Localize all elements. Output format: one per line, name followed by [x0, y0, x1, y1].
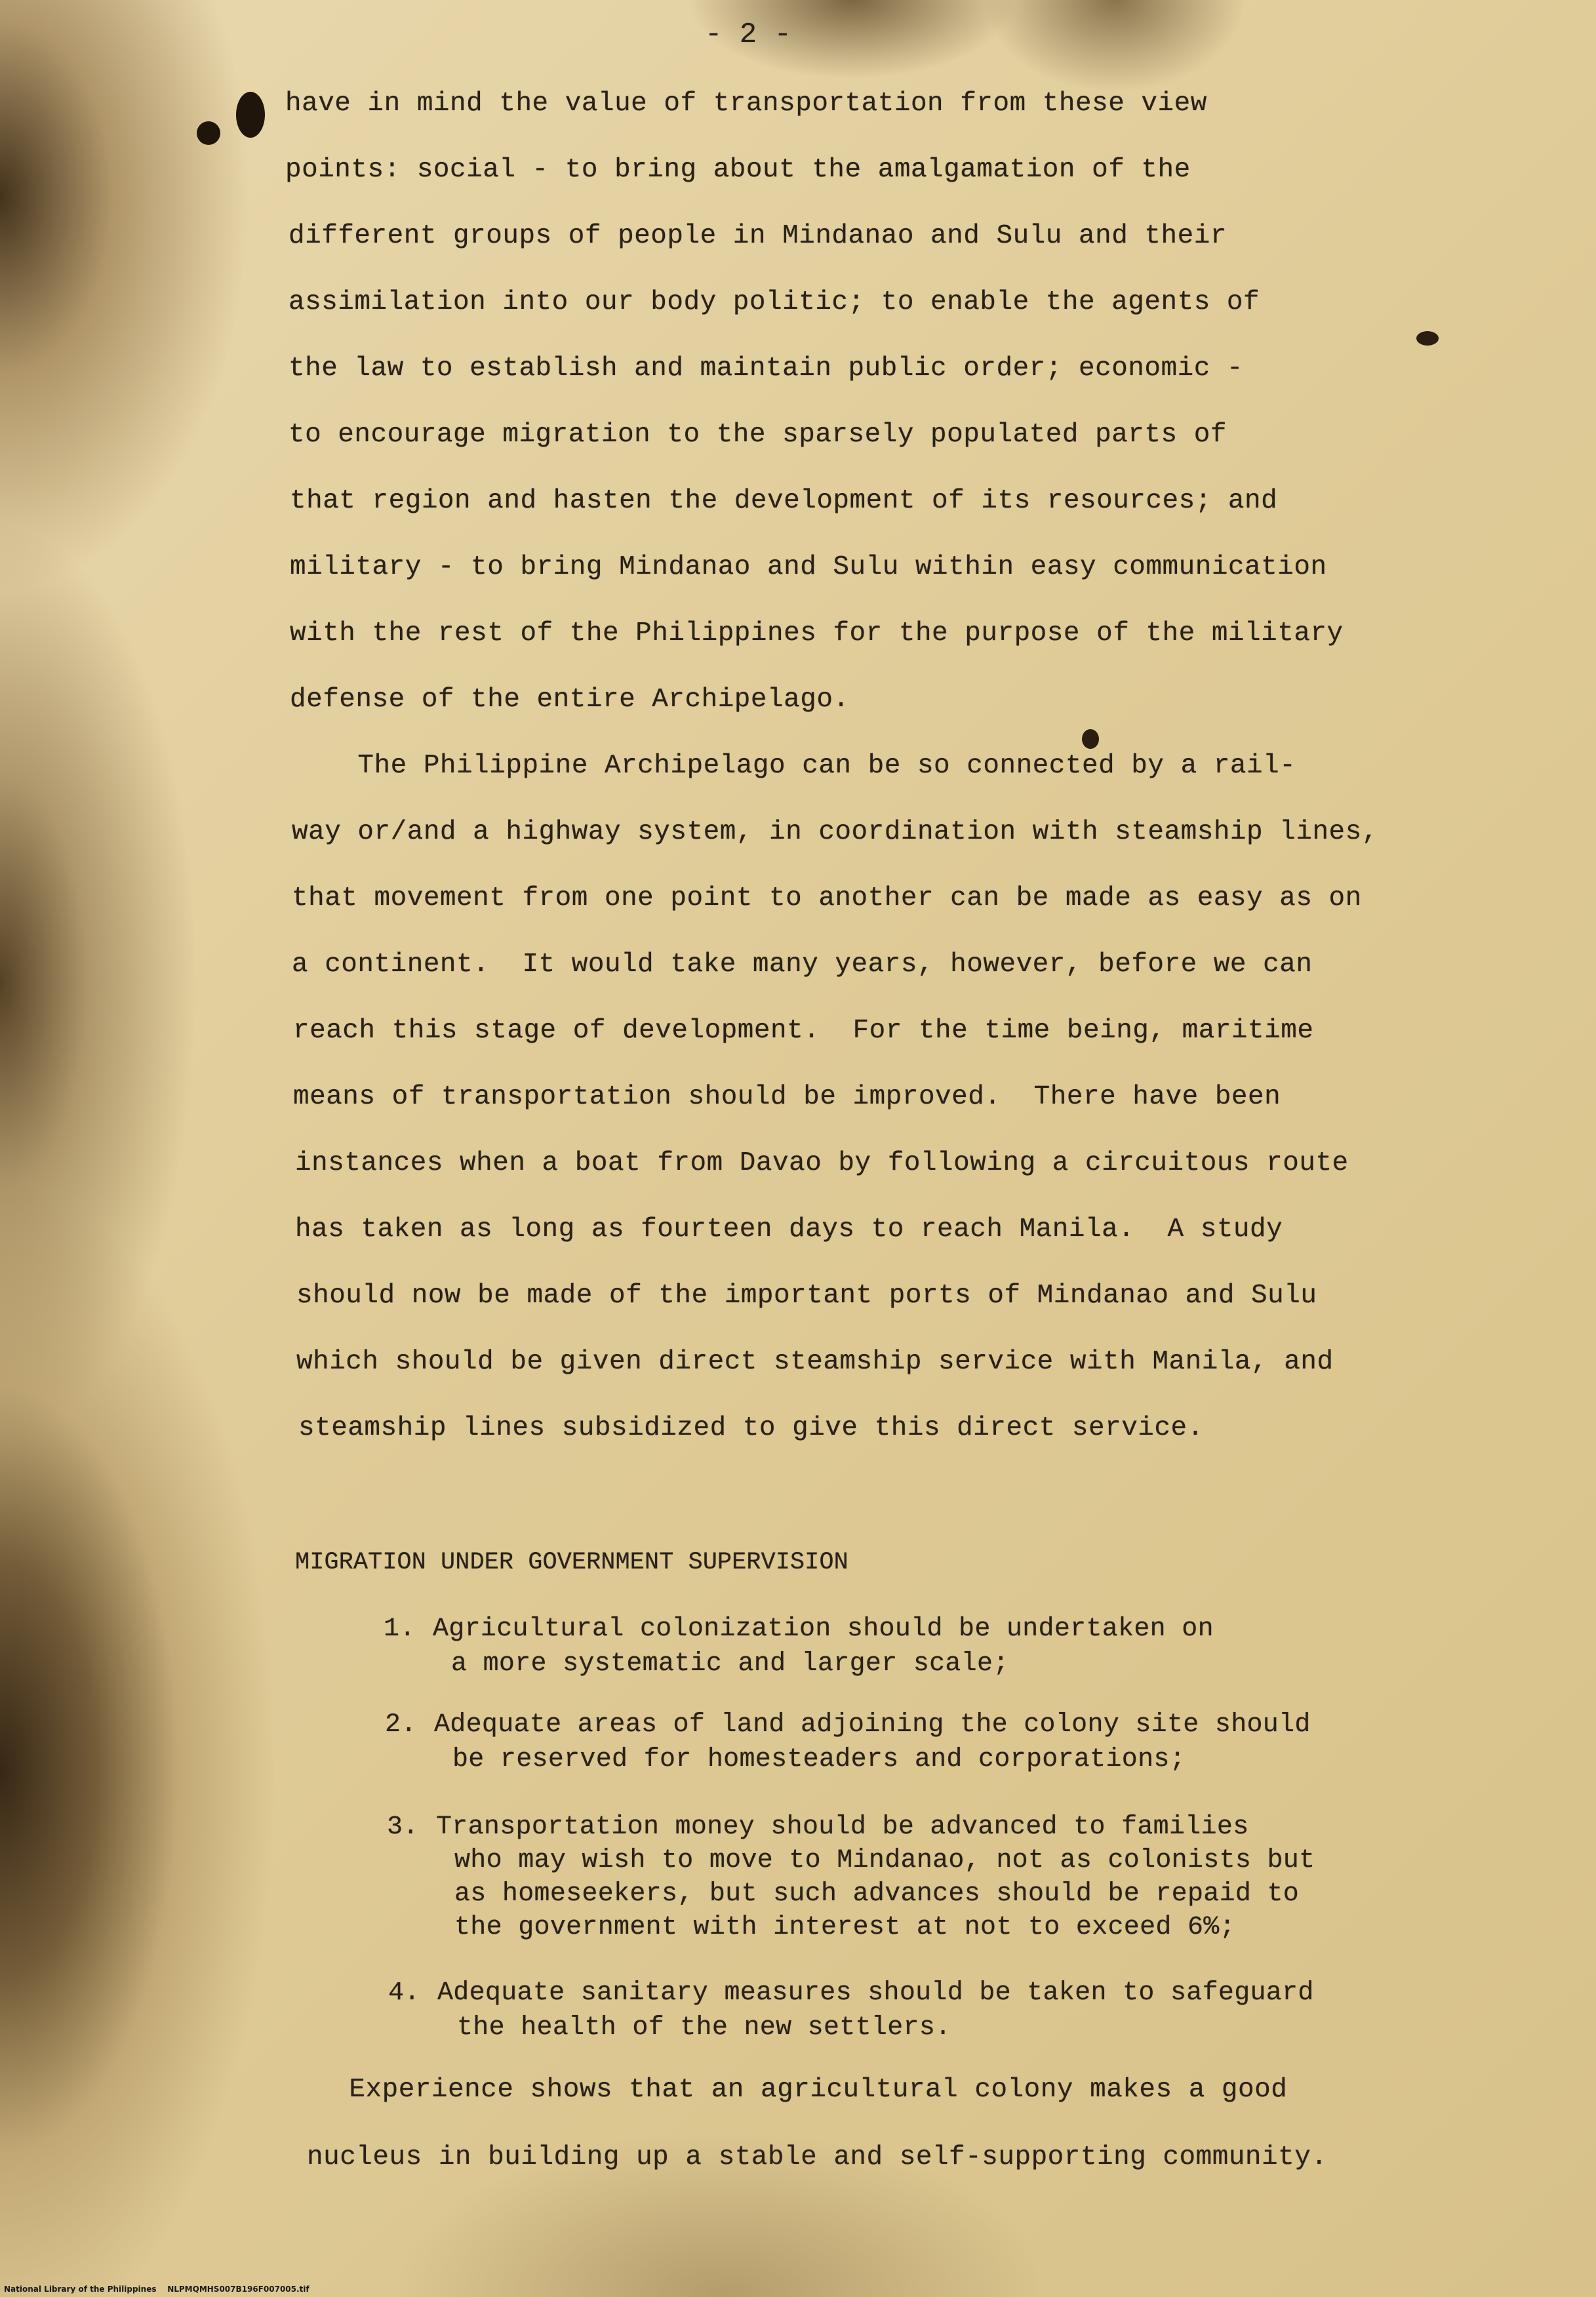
paragraph-line: that movement from one point to another can be made as easy as on — [292, 883, 1362, 913]
paragraph-line: military - to bring Mindanao and Sulu within easy communication — [290, 552, 1327, 582]
list-item-line: the government with interest at not to exceed 6%; — [454, 1913, 1235, 1942]
list-item-line: Transportation money should be advanced to families — [436, 1812, 1249, 1842]
paragraph-line: means of transportation should be improved. There have been — [293, 1082, 1281, 1112]
archive-footer: National Library of the Philippines NLPMQMHS007B196F007005.tif — [4, 2285, 309, 2294]
paragraph-line: steamship lines subsidized to give this direct service. — [298, 1413, 1204, 1443]
list-item-number: 2. — [385, 1710, 417, 1740]
list-item-line: Agricultural colonization should be undertaken on — [433, 1614, 1214, 1644]
ink-stain — [236, 92, 265, 138]
paragraph-line: different groups of people in Mindanao and Sulu and their — [289, 221, 1227, 251]
list-item-line: be reserved for homesteaders and corporations; — [452, 1745, 1186, 1774]
paragraph-line: nucleus in building up a stable and self-supporting community. — [307, 2142, 1328, 2172]
paragraph-line: has taken as long as fourteen days to reach Manila. A study — [295, 1214, 1283, 1245]
paragraph-line: instances when a boat from Davao by following a circuitous route — [295, 1148, 1349, 1178]
list-item-number: 1. — [384, 1614, 416, 1644]
paragraph-line: to encourage migration to the sparsely populated parts of — [289, 420, 1227, 450]
paragraph-line: way or/and a highway system, in coordination with steamship lines, — [292, 817, 1378, 847]
paragraph-line: a continent. It would take many years, however, before we can — [292, 949, 1313, 980]
paragraph-line: have in mind the value of transportation from these view — [285, 89, 1207, 119]
paragraph-line: defense of the entire Archipelago. — [290, 685, 850, 715]
ink-stain — [1082, 729, 1099, 749]
list-item-line: Adequate areas of land adjoining the colony site should — [434, 1710, 1311, 1740]
paragraph-line: Experience shows that an agricultural colony makes a good — [283, 2075, 1288, 2105]
list-item-line: as homeseekers, but such advances should be repaid to — [454, 1879, 1300, 1909]
paragraph-line: which should be given direct steamship service with Manila, and — [296, 1347, 1334, 1377]
list-item-line: a more systematic and larger scale; — [451, 1649, 1009, 1679]
section-heading: MIGRATION UNDER GOVERNMENT SUPERVISION — [295, 1549, 848, 1576]
list-item-number: 4. — [388, 1978, 420, 2008]
ink-stain — [1416, 331, 1439, 346]
paragraph-line: reach this stage of development. For the time being, maritime — [293, 1016, 1314, 1046]
paragraph-line: points: social - to bring about the amalgamation of the — [285, 155, 1191, 185]
page-number: - 2 - — [705, 18, 792, 51]
list-item-line: who may wish to move to Mindanao, not as colonists but — [454, 1846, 1315, 1875]
paragraph-line: that region and hasten the development of its resources; and — [290, 486, 1278, 516]
paragraph-line: the law to establish and maintain public order; economic - — [289, 353, 1244, 384]
list-item-line: Adequate sanitary measures should be taken to safeguard — [437, 1978, 1314, 2008]
paragraph-line: assimilation into our body politic; to enable the agents of — [289, 287, 1260, 317]
paragraph-line: The Philippine Archipelago can be so connected by a rail- — [292, 751, 1296, 781]
paragraph-line: should now be made of the important ports of Mindanao and Sulu — [296, 1281, 1317, 1311]
list-item-number: 3. — [387, 1812, 419, 1842]
list-item-line: the health of the new settlers. — [457, 2013, 951, 2043]
ink-stain — [197, 121, 220, 145]
paragraph-line: with the rest of the Philippines for the purpose of the military — [290, 618, 1344, 649]
